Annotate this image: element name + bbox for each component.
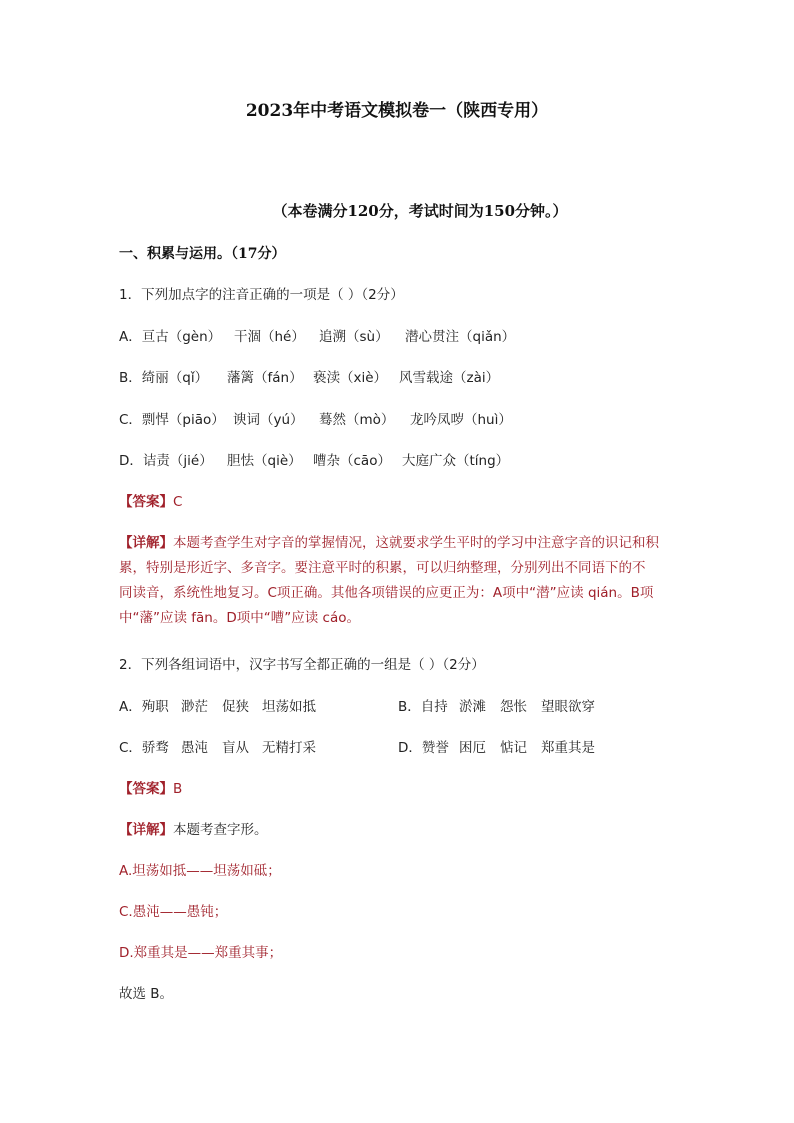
q2-answer: [119, 779, 182, 799]
explanation-text: 本题考查字形。: [173, 822, 268, 838]
answer-value: C: [173, 494, 183, 510]
option-text: D．赞誉: [398, 740, 449, 756]
correction-item: C.愚沌——愚钝；: [119, 904, 228, 920]
explanation-text: 本题考查学生对字音的掌握情况，这就要求学生平时的学习中注意字音的识记和积: [173, 535, 659, 551]
answer-label: 【答案】: [119, 781, 173, 797]
page-title: 2023年中考语文模拟卷一（陕西专用）: [245, 101, 549, 121]
q1-answer: [119, 492, 182, 512]
answer-label: 【答案】: [119, 494, 173, 510]
q1-option-c: [119, 410, 512, 430]
explanation-line: 中“藩”应读 fān。D项中“嘈”应读 cáo。: [119, 610, 360, 626]
option-text: 郑重其是: [541, 740, 595, 756]
explain-label: 【详解】: [119, 822, 173, 838]
q1-option-a: [119, 327, 515, 347]
option-text: 渺茫: [181, 699, 208, 715]
explanation-line: [119, 531, 679, 556]
correction-item: A.坦荡如抵——坦荡如砥；: [119, 863, 281, 879]
q1-explanation: [119, 531, 679, 631]
exam-info: （本卷满分120分，考试时间为150分钟。）: [272, 202, 568, 220]
option-text: 惦记: [500, 740, 527, 756]
option-text: A．亘古（gèn）: [119, 329, 222, 345]
option-text: B．绮丽（qǐ）: [119, 370, 209, 386]
option-text: 淤滩: [459, 699, 486, 715]
option-text: 干涸（hé）: [234, 329, 305, 345]
correction-item: D.郑重其是——郑重其事；: [119, 945, 283, 961]
option-text: 愚沌: [181, 740, 208, 756]
option-text: 亵渎（xiè）: [313, 370, 388, 386]
option-text: A．殉职: [119, 699, 169, 715]
option-text: D．诘责（jié）: [119, 453, 213, 469]
option-text: B．自持: [398, 699, 448, 715]
option-text: 蓦然（mò）: [319, 412, 395, 428]
option-text: C．骄骛: [119, 740, 169, 756]
section-heading: 一、积累与运用。（17分）: [119, 246, 286, 262]
option-text: 追溯（sù）: [319, 329, 389, 345]
question-1-stem: 1．下列加点字的注音正确的一项是（ ）（2分）: [119, 287, 404, 303]
option-text: 嘈杂（cāo）: [313, 453, 391, 469]
option-text: 龙吟凤哕（huì）: [410, 412, 512, 428]
explanation-line: 累，特别是形近字、多音字。要注意平时的积累，可以归纳整理，分别列出不同语下的不: [119, 560, 646, 576]
option-text: C．剽悍（piāo）: [119, 412, 225, 428]
q2-explanation: [119, 820, 268, 840]
explanation-line: 同读音，系统性地复习。C项正确。其他各项错误的应更正为：A项中“潜”应读 qián。B项: [119, 585, 654, 601]
option-text: 藩篱（fán）: [227, 370, 303, 386]
q2-row-2: [119, 738, 595, 758]
option-text: 大庭广众（tíng）: [402, 453, 510, 469]
option-text: 谀词（yú）: [233, 412, 304, 428]
option-text: 胆怯（qiè）: [227, 453, 302, 469]
option-text: 潜心贯注（qiǎn）: [405, 329, 516, 345]
option-text: 促狭: [222, 699, 249, 715]
q1-option-d: [119, 451, 509, 471]
conclusion: 故选 B。: [119, 986, 174, 1002]
question-2-stem: 2．下列各组词语中，汉字书写全都正确的一组是（ ）（2分）: [119, 657, 485, 673]
option-text: 风雪载途（zài）: [399, 370, 500, 386]
option-text: 困厄: [459, 740, 486, 756]
q2-row-1: [119, 697, 595, 717]
option-text: 望眼欲穿: [541, 699, 595, 715]
explain-label: 【详解】: [119, 535, 173, 551]
option-text: 怨怅: [500, 699, 527, 715]
option-text: 盲从: [222, 740, 249, 756]
q1-option-b: [119, 368, 499, 388]
answer-value: B: [173, 781, 183, 797]
option-text: 坦荡如抵: [262, 699, 316, 715]
option-text: 无精打采: [262, 740, 316, 756]
